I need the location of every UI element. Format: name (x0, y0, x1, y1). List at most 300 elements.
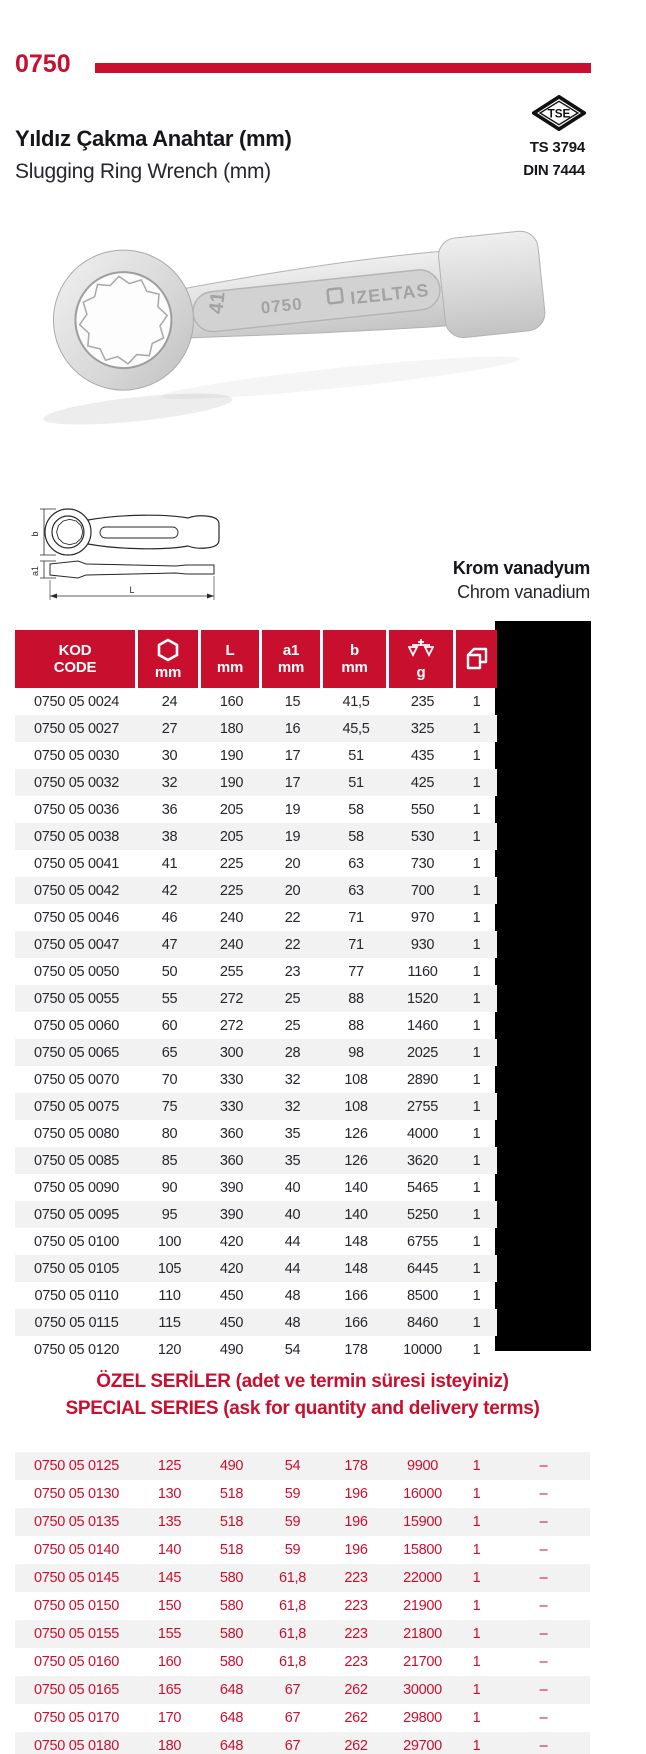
table-cell: 95 (161, 1206, 178, 1223)
table-row (15, 1508, 590, 1536)
table-cell: 23 (284, 963, 301, 980)
table-cell: 435 (410, 747, 435, 764)
table-cell: 36 (161, 801, 178, 818)
table-cell: 518 (219, 1542, 244, 1558)
table-cell: 51 (348, 774, 364, 791)
table-row (15, 958, 497, 985)
table-cell: 21900 (403, 1598, 442, 1614)
special-series-heading-english: SPECIAL SERIES (ask for quantity and delivery terms) (65, 1398, 540, 1419)
table-cell: 330 (219, 1098, 244, 1115)
table-cell: 126 (344, 1152, 368, 1169)
table-cell: 223 (344, 1626, 368, 1642)
table-cell: 205 (219, 801, 244, 818)
table-cell: 30000 (403, 1682, 442, 1698)
table-cell: 25 (284, 990, 301, 1007)
table-cell: 1 (472, 882, 481, 899)
table-header-row (15, 630, 497, 688)
table-cell: 580 (219, 1570, 244, 1586)
dimension-label-l: L (129, 585, 135, 595)
table-cell: 1 (472, 1570, 481, 1586)
table-cell: 19 (284, 801, 301, 818)
table-cell: 5465 (406, 1179, 439, 1196)
table-cell: 1 (472, 855, 481, 872)
table-cell: 0750 05 0024 (33, 693, 120, 710)
table-cell: 223 (344, 1598, 368, 1614)
table-cell: 17 (284, 774, 301, 791)
table-cell: 145 (157, 1570, 182, 1586)
table-row (15, 1201, 497, 1228)
table-cell: – (539, 1514, 548, 1530)
table-cell: 140 (344, 1179, 368, 1196)
table-row (15, 1480, 590, 1508)
table-cell: – (539, 1598, 548, 1614)
table-cell: 88 (348, 1017, 364, 1034)
table-cell: 0750 05 0155 (33, 1626, 120, 1642)
table-cell: 223 (344, 1570, 368, 1586)
table-cell: 25 (284, 1017, 301, 1034)
table-cell: 38 (161, 828, 178, 845)
package-icon (464, 646, 490, 672)
table-cell: – (539, 1570, 548, 1586)
table-cell: 0750 05 0085 (33, 1152, 120, 1169)
product-title-turkish: Yıldız Çakma Anahtar (mm) (15, 126, 292, 151)
table-cell: 80 (161, 1125, 178, 1142)
table-row (15, 877, 497, 904)
table-cell: 518 (219, 1486, 244, 1502)
table-cell: 0750 05 0110 (34, 1287, 119, 1304)
table-cell: 1 (472, 990, 481, 1007)
table-cell: 98 (348, 1044, 364, 1061)
header-weight-unit: g (416, 663, 426, 681)
hex-nut-icon (156, 638, 180, 662)
table-cell: 170 (157, 1710, 182, 1726)
table-cell: 1 (472, 1179, 481, 1196)
table-cell: 42 (161, 882, 178, 899)
table-row (15, 715, 497, 742)
page-code: 0750 (15, 50, 71, 78)
table-cell: 160 (219, 693, 244, 710)
table-cell: 21700 (403, 1654, 442, 1670)
table-cell: 1 (472, 1017, 481, 1034)
table-cell: 88 (348, 990, 364, 1007)
table-cell: 1460 (406, 1017, 439, 1034)
table-cell: 50 (161, 963, 178, 980)
table-cell: 1 (472, 1458, 481, 1474)
table-cell: 0750 05 0140 (33, 1542, 120, 1558)
table-cell: 135 (157, 1514, 182, 1530)
table-cell: 390 (219, 1179, 244, 1196)
table-cell: 47 (161, 936, 178, 953)
table-cell: 1 (472, 1206, 481, 1223)
table-cell: 22 (284, 936, 301, 953)
table-cell: 32 (284, 1071, 301, 1088)
table-cell: 530 (410, 828, 435, 845)
table-cell: 272 (219, 1017, 244, 1034)
table-cell: 20 (284, 882, 301, 899)
table-cell: 450 (219, 1287, 244, 1304)
product-title-english: Slugging Ring Wrench (mm) (15, 160, 271, 183)
table-row (15, 1648, 590, 1676)
technical-drawing (26, 498, 236, 616)
header-size-unit: mm (154, 663, 182, 681)
table-cell: 166 (344, 1314, 368, 1331)
table-cell: 0750 05 0090 (33, 1179, 120, 1196)
table-cell: 30 (161, 747, 178, 764)
table-cell: 41 (161, 855, 178, 872)
table-cell: 0750 05 0150 (33, 1598, 120, 1614)
table-cell: 1 (472, 1341, 481, 1358)
table-cell: 490 (219, 1341, 244, 1358)
table-cell: 0750 05 0165 (33, 1682, 120, 1698)
header-b-label: b (350, 642, 359, 659)
table-cell: 48 (284, 1287, 301, 1304)
table-cell: 205 (219, 828, 244, 845)
table-cell: 35 (284, 1125, 301, 1142)
header-length-label: L (225, 642, 235, 659)
table-cell: 16 (284, 720, 301, 737)
table-cell: – (539, 1654, 548, 1670)
table-cell: 110 (158, 1287, 181, 1304)
table-cell: 235 (410, 693, 435, 710)
table-cell: 67 (284, 1738, 301, 1754)
table-cell: – (539, 1738, 548, 1754)
table-cell: 61,8 (278, 1626, 307, 1642)
table-row (15, 796, 497, 823)
table-cell: 0750 05 0125 (33, 1458, 120, 1474)
table-cell: 1 (472, 963, 481, 980)
table-cell: 262 (344, 1738, 368, 1754)
table-row (15, 1255, 497, 1282)
table-row (15, 1120, 497, 1147)
table-cell: 45,5 (342, 720, 370, 737)
table-cell: 71 (348, 909, 364, 926)
table-cell: 0750 05 0135 (33, 1514, 120, 1530)
table-cell: 1 (472, 1314, 481, 1331)
table-cell: 29800 (403, 1710, 442, 1726)
table-cell: 0750 05 0065 (33, 1044, 120, 1061)
table-cell: 1 (472, 1738, 481, 1754)
table-cell: 165 (157, 1682, 182, 1698)
table-cell: 1 (472, 1152, 481, 1169)
table-cell: – (539, 1458, 548, 1474)
table-cell: 126 (344, 1125, 368, 1142)
table-cell: 58 (348, 801, 364, 818)
table-cell: 120 (157, 1341, 182, 1358)
standard-ts: TS 3794 (529, 139, 585, 156)
table-cell: 420 (219, 1233, 244, 1250)
table-cell: 0750 05 0047 (33, 936, 120, 953)
material-info (370, 556, 590, 604)
table-cell: 0750 05 0038 (33, 828, 120, 845)
table-cell: 9900 (406, 1458, 439, 1474)
tse-certification-icon (532, 95, 586, 131)
table-cell: 32 (284, 1098, 301, 1115)
table-cell: 1 (472, 1710, 481, 1726)
table-cell: 1 (472, 801, 481, 818)
table-cell: 730 (410, 855, 435, 872)
table-cell: 0750 05 0060 (33, 1017, 120, 1034)
table-cell: 51 (348, 747, 364, 764)
table-cell: 178 (344, 1341, 368, 1358)
table-cell: 10000 (403, 1341, 442, 1358)
wrench-brand-marking: IZELTAS (349, 280, 431, 309)
table-cell: 61,8 (278, 1598, 307, 1614)
special-table-body (15, 1452, 590, 1754)
table-cell: 1160 (407, 963, 438, 980)
table-cell: 0750 05 0055 (33, 990, 120, 1007)
table-row (15, 742, 497, 769)
table-cell: 125 (157, 1458, 182, 1474)
table-row (15, 1039, 497, 1066)
table-cell: 450 (219, 1314, 244, 1331)
table-cell: 0750 05 0036 (33, 801, 120, 818)
table-cell: 420 (219, 1260, 244, 1277)
table-row (15, 1012, 497, 1039)
header-code (15, 630, 138, 688)
table-cell: 21800 (403, 1626, 442, 1642)
table-cell: 19 (284, 828, 301, 845)
table-cell: 67 (284, 1710, 301, 1726)
table-cell: 2890 (406, 1071, 439, 1088)
table-cell: 1 (472, 747, 481, 764)
table-cell: 196 (344, 1514, 368, 1530)
table-cell: 35 (284, 1152, 301, 1169)
table-cell: 255 (219, 963, 244, 980)
table-row (15, 688, 497, 715)
table-cell: 196 (344, 1542, 368, 1558)
table-cell: 108 (344, 1071, 368, 1088)
header-package (456, 630, 497, 688)
table-cell: 580 (219, 1626, 244, 1642)
header-length (201, 630, 262, 688)
table-cell: 648 (219, 1682, 244, 1698)
table-cell: 180 (157, 1738, 182, 1754)
table-cell: 223 (344, 1654, 368, 1670)
table-cell: 3620 (406, 1152, 439, 1169)
table-cell: 180 (219, 720, 244, 737)
table-cell: 0750 05 0032 (33, 774, 120, 791)
table-cell: 22 (284, 909, 301, 926)
table-row (15, 1592, 590, 1620)
table-cell: 1 (472, 1542, 481, 1558)
table-cell: 67 (284, 1682, 301, 1698)
table-cell: 44 (284, 1260, 301, 1277)
table-cell: 63 (348, 882, 364, 899)
table-cell: 360 (219, 1152, 244, 1169)
table-cell: 71 (348, 936, 364, 953)
table-cell: 54 (284, 1458, 301, 1474)
table-cell: 1 (472, 774, 481, 791)
table-cell: 155 (157, 1626, 182, 1642)
table-cell: 390 (219, 1206, 244, 1223)
table-cell: 15900 (403, 1514, 442, 1530)
table-cell: 60 (161, 1017, 178, 1034)
table-cell: – (539, 1682, 548, 1698)
table-cell: 17 (284, 747, 301, 764)
table-cell: 148 (344, 1233, 368, 1250)
scale-icon (408, 638, 434, 662)
table-cell: 29700 (403, 1738, 442, 1754)
table-cell: 930 (410, 936, 435, 953)
table-row (15, 1147, 497, 1174)
table-cell: 0750 05 0080 (33, 1125, 120, 1142)
table-cell: 330 (219, 1071, 244, 1088)
table-cell: 20 (284, 855, 301, 872)
header-code-line2: CODE (53, 659, 97, 676)
table-cell: 8500 (406, 1287, 439, 1304)
special-series-heading (15, 1368, 590, 1422)
table-cell: 90 (161, 1179, 178, 1196)
table-cell: 1 (472, 909, 481, 926)
table-cell: 0750 05 0105 (33, 1260, 120, 1277)
table-cell: 0750 05 0046 (33, 909, 120, 926)
standard-din: DIN 7444 (523, 162, 585, 179)
table-cell: 360 (219, 1125, 244, 1142)
table-cell: 225 (219, 855, 244, 872)
product-table (15, 630, 497, 1363)
table-cell: 0750 05 0075 (33, 1098, 120, 1115)
table-cell: 1 (472, 1044, 481, 1061)
special-series-table (15, 1452, 590, 1754)
table-row (15, 823, 497, 850)
table-cell: 1 (472, 1287, 481, 1304)
special-series-heading-turkish: ÖZEL SERİLER (adet ve termin süresi isteyiniz) (96, 1371, 509, 1392)
table-cell: 59 (284, 1514, 301, 1530)
header-a1 (262, 630, 323, 688)
table-cell: 0750 05 0030 (33, 747, 120, 764)
table-cell: 100 (157, 1233, 182, 1250)
table-cell: 425 (410, 774, 435, 791)
table-cell: 1 (472, 936, 481, 953)
table-cell: 1 (472, 1071, 481, 1088)
header-code-line1: KOD (58, 642, 92, 659)
table-cell: 1 (472, 1682, 481, 1698)
table-row (15, 1452, 590, 1480)
header-rule (95, 63, 591, 73)
table-cell: 0750 05 0100 (33, 1233, 120, 1250)
material-english: Chrom vanadium (457, 582, 590, 602)
table-row (15, 1336, 497, 1363)
table-cell: 6445 (406, 1260, 439, 1277)
table-row (15, 1676, 590, 1704)
table-cell: – (539, 1486, 548, 1502)
table-cell: 54 (284, 1341, 301, 1358)
table-cell: 0750 05 0120 (33, 1341, 120, 1358)
table-row (15, 1174, 497, 1201)
wrench-illustration (35, 225, 552, 431)
table-cell: 28 (284, 1044, 301, 1061)
table-cell: 166 (344, 1287, 368, 1304)
table-cell: 300 (219, 1044, 244, 1061)
header-b (323, 630, 389, 688)
table-cell: 240 (219, 909, 244, 926)
table-cell: 108 (344, 1098, 368, 1115)
table-row (15, 1620, 590, 1648)
table-cell: 32 (161, 774, 178, 791)
table-cell: 518 (219, 1514, 244, 1530)
table-cell: 325 (410, 720, 435, 737)
table-cell: 65 (161, 1044, 178, 1061)
table-body (15, 688, 497, 1363)
table-cell: 105 (157, 1260, 182, 1277)
table-cell: 8460 (406, 1314, 439, 1331)
table-cell: 1 (472, 828, 481, 845)
table-cell: 63 (348, 855, 364, 872)
table-cell: 1520 (406, 990, 439, 1007)
table-cell: 160 (157, 1654, 182, 1670)
table-cell: 190 (219, 747, 244, 764)
header-size (138, 630, 201, 688)
table-cell: 178 (344, 1458, 368, 1474)
table-cell: 0750 05 0145 (33, 1570, 120, 1586)
table-cell: 190 (219, 774, 244, 791)
header-a1-unit: mm (277, 659, 305, 676)
table-cell: 2755 (406, 1098, 439, 1115)
table-cell: 58 (348, 828, 364, 845)
blacked-out-region (495, 621, 591, 1351)
table-cell: 1 (472, 1125, 481, 1142)
table-cell: 77 (348, 963, 364, 980)
table-cell: 262 (344, 1682, 368, 1698)
wrench-code-marking: 0750 (259, 294, 304, 318)
table-cell: 24 (161, 693, 178, 710)
table-cell: 1 (472, 1233, 481, 1250)
table-cell: 85 (161, 1152, 178, 1169)
table-cell: 1 (472, 720, 481, 737)
table-cell: 4000 (406, 1125, 439, 1142)
table-cell: 15 (284, 693, 301, 710)
table-row (15, 1732, 590, 1754)
table-row (15, 1536, 590, 1564)
table-cell: 59 (284, 1542, 301, 1558)
table-cell: 0750 05 0027 (33, 720, 120, 737)
table-row (15, 1066, 497, 1093)
table-cell: 59 (284, 1486, 301, 1502)
header-a1-label: a1 (282, 642, 300, 659)
table-cell: 700 (410, 882, 435, 899)
tse-logo-text: TSE (547, 107, 571, 121)
table-cell: 0750 05 0050 (33, 963, 120, 980)
table-cell: 272 (219, 990, 244, 1007)
table-cell: 580 (219, 1654, 244, 1670)
table-cell: 140 (344, 1206, 368, 1223)
table-cell: 0750 05 0070 (33, 1071, 120, 1088)
table-cell: 130 (157, 1486, 182, 1502)
table-cell: – (539, 1626, 548, 1642)
table-row (15, 1564, 590, 1592)
table-cell: 61,8 (278, 1654, 307, 1670)
table-cell: 140 (157, 1542, 182, 1558)
table-cell: 1 (472, 1486, 481, 1502)
table-cell: – (539, 1710, 548, 1726)
table-cell: 40 (284, 1206, 301, 1223)
table-cell: 1 (472, 1098, 481, 1115)
table-cell: 0750 05 0115 (34, 1314, 119, 1331)
table-cell: 1 (472, 693, 481, 710)
table-cell: 61,8 (278, 1570, 307, 1586)
table-cell: 1 (472, 1598, 481, 1614)
table-cell: 150 (157, 1598, 182, 1614)
table-cell: 2025 (406, 1044, 439, 1061)
material-turkish: Krom vanadyum (452, 558, 590, 578)
product-photo (35, 225, 565, 435)
wrench-size-marking: 41 (205, 290, 230, 316)
table-cell: 44 (284, 1233, 301, 1250)
table-cell: 148 (344, 1260, 368, 1277)
table-row (15, 1228, 497, 1255)
table-row (15, 769, 497, 796)
header-length-unit: mm (216, 659, 244, 676)
